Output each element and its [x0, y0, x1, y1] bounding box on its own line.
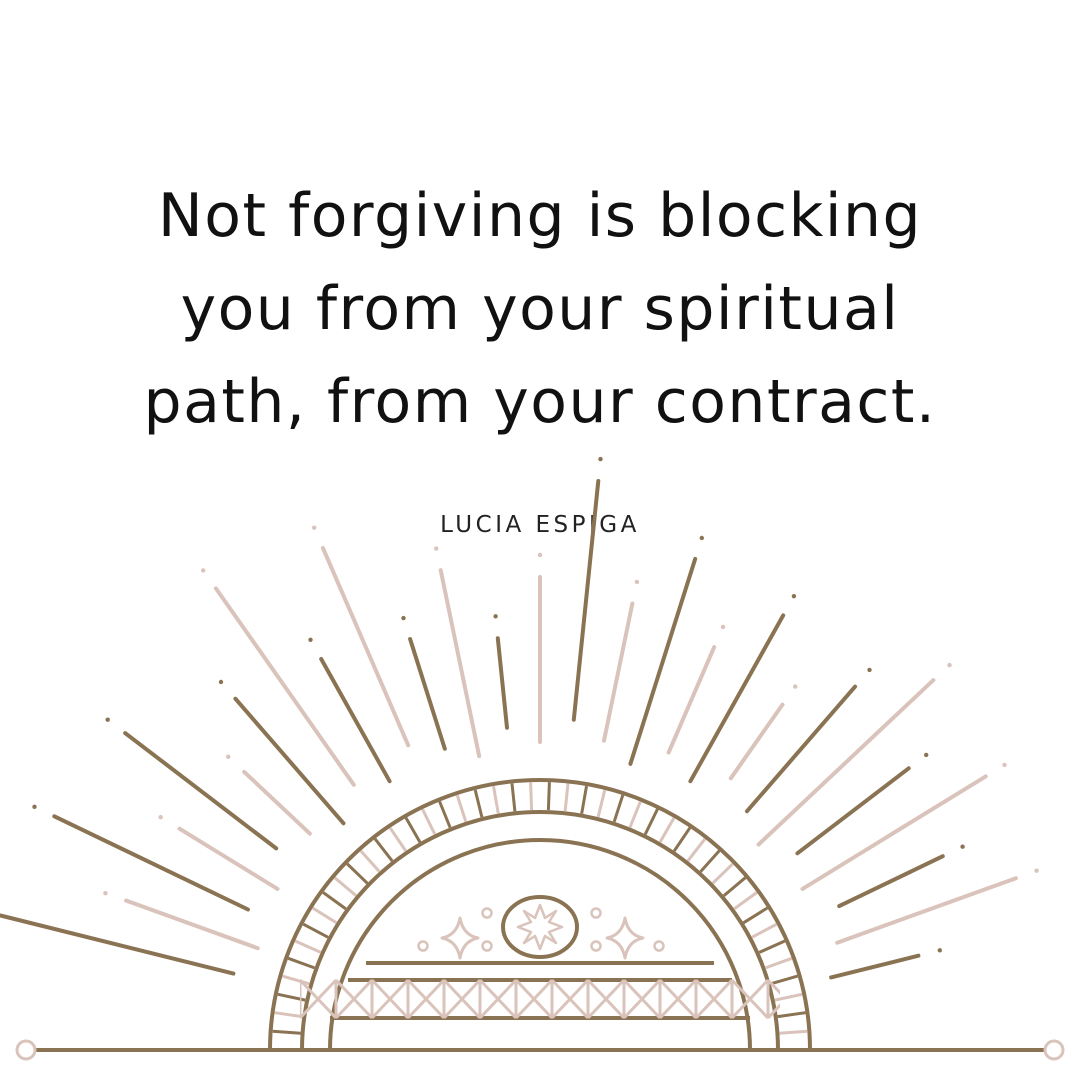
eight-point-star-icon — [518, 905, 562, 949]
arc-tick — [582, 786, 587, 814]
sun-ray — [126, 901, 258, 949]
arc-tick — [598, 790, 605, 817]
ray-dot — [635, 580, 639, 584]
sun-ray — [1, 916, 234, 974]
ray-dot — [159, 815, 163, 819]
arc-tick — [531, 782, 532, 810]
ray-dot — [1002, 763, 1006, 767]
sun-ray — [797, 768, 908, 853]
ray-dot — [721, 625, 725, 629]
arc-tick — [375, 839, 392, 861]
horizon-end-right — [1045, 1041, 1063, 1059]
sun-ray — [604, 604, 632, 741]
arc-tick — [645, 809, 657, 834]
ray-dot — [401, 616, 405, 620]
arc-tick — [347, 864, 367, 884]
author-name: LUCIA ESPIGA — [440, 512, 640, 538]
ray-dot — [924, 753, 928, 757]
ray-dot — [312, 526, 316, 530]
sparkle-icon — [442, 918, 478, 958]
sun-ray — [839, 856, 943, 906]
arc-tick — [766, 958, 792, 968]
ray-dot — [700, 536, 704, 540]
arc-tick — [660, 818, 674, 842]
arc-tick — [323, 893, 346, 909]
sun-ray — [669, 647, 715, 753]
sparkle-icon — [607, 918, 643, 958]
arc-tick — [630, 802, 641, 828]
center-medallion — [503, 897, 577, 957]
arc-tick — [674, 828, 690, 851]
arc-tick — [759, 941, 785, 952]
ray-dot — [960, 845, 964, 849]
arc-tick — [778, 1013, 806, 1017]
sparkle-icons — [442, 918, 643, 958]
arc-tick — [275, 1013, 303, 1017]
ray-dot — [308, 638, 312, 642]
horizon-end-left — [17, 1041, 35, 1059]
arc-tick — [303, 924, 328, 937]
arc-tick — [440, 802, 451, 828]
arc-tick — [744, 908, 768, 923]
ray-dot — [793, 684, 797, 688]
sun-ray — [831, 956, 918, 978]
arc-tick — [494, 786, 499, 814]
ray-dot — [598, 457, 602, 461]
sun-ray — [747, 687, 855, 812]
ray-dot — [493, 614, 497, 618]
ray-dot — [106, 718, 110, 722]
arc-tick — [390, 828, 406, 851]
ray-dot — [538, 553, 542, 557]
sun-ray — [441, 570, 480, 756]
arc-tick — [614, 795, 623, 822]
arc-tick — [313, 908, 337, 923]
ray-dot — [867, 668, 871, 672]
quote-line-3: path, from your contract. — [143, 367, 937, 437]
arc-tick — [724, 878, 745, 896]
arc-tick — [713, 864, 733, 884]
sun-ray — [235, 699, 343, 824]
sun-ray — [574, 481, 599, 720]
ray-dot — [434, 546, 438, 550]
ray-dot — [201, 568, 205, 572]
arc-tick — [771, 976, 798, 984]
horizon-line — [17, 1041, 1063, 1059]
ray-dot — [103, 891, 107, 895]
arc-tick — [423, 809, 435, 834]
arc-tick — [701, 851, 720, 872]
sun-ray — [498, 638, 507, 728]
arc-tick — [273, 1031, 301, 1033]
arc-tick — [512, 784, 515, 812]
arc-tick — [734, 893, 757, 909]
arc-tick — [361, 851, 380, 872]
sun-ray — [731, 705, 783, 779]
arc-tick — [688, 839, 705, 861]
ray-dot — [219, 680, 223, 684]
arc-tick — [752, 924, 777, 937]
arc-tick — [548, 782, 549, 810]
arc-tick — [779, 1031, 807, 1033]
ray-dot — [226, 755, 230, 759]
sun-ray — [630, 559, 695, 764]
sun-ray — [837, 878, 1016, 943]
quote-line-2: you from your spiritual — [180, 274, 900, 344]
sun-ray — [323, 548, 408, 745]
sun-ray — [759, 680, 934, 844]
arc-tick — [775, 994, 802, 1000]
ray-dot — [938, 948, 942, 952]
arc-tick — [565, 784, 568, 812]
sun-arc — [270, 780, 810, 1050]
sun-ray — [690, 615, 783, 781]
arc-tick — [282, 976, 309, 984]
sun-ray — [410, 639, 445, 749]
arc-tick — [295, 941, 321, 952]
sun-ray — [244, 772, 310, 834]
arc-tick — [335, 878, 356, 896]
arc-tick — [288, 958, 314, 968]
lattice-pattern — [300, 980, 804, 1018]
arc-tick — [457, 795, 466, 822]
arc-tick — [475, 790, 482, 817]
ray-dot — [947, 663, 951, 667]
ray-dot — [32, 805, 36, 809]
sun-ray — [803, 776, 986, 889]
quote-line-1: Not forgiving is blocking — [157, 181, 923, 251]
arc-tick — [406, 818, 420, 842]
ray-dot — [792, 594, 796, 598]
sun-rays — [0, 457, 1039, 978]
ray-dot — [1034, 869, 1038, 873]
sun-ray — [125, 733, 276, 848]
sun-ray — [54, 816, 248, 909]
